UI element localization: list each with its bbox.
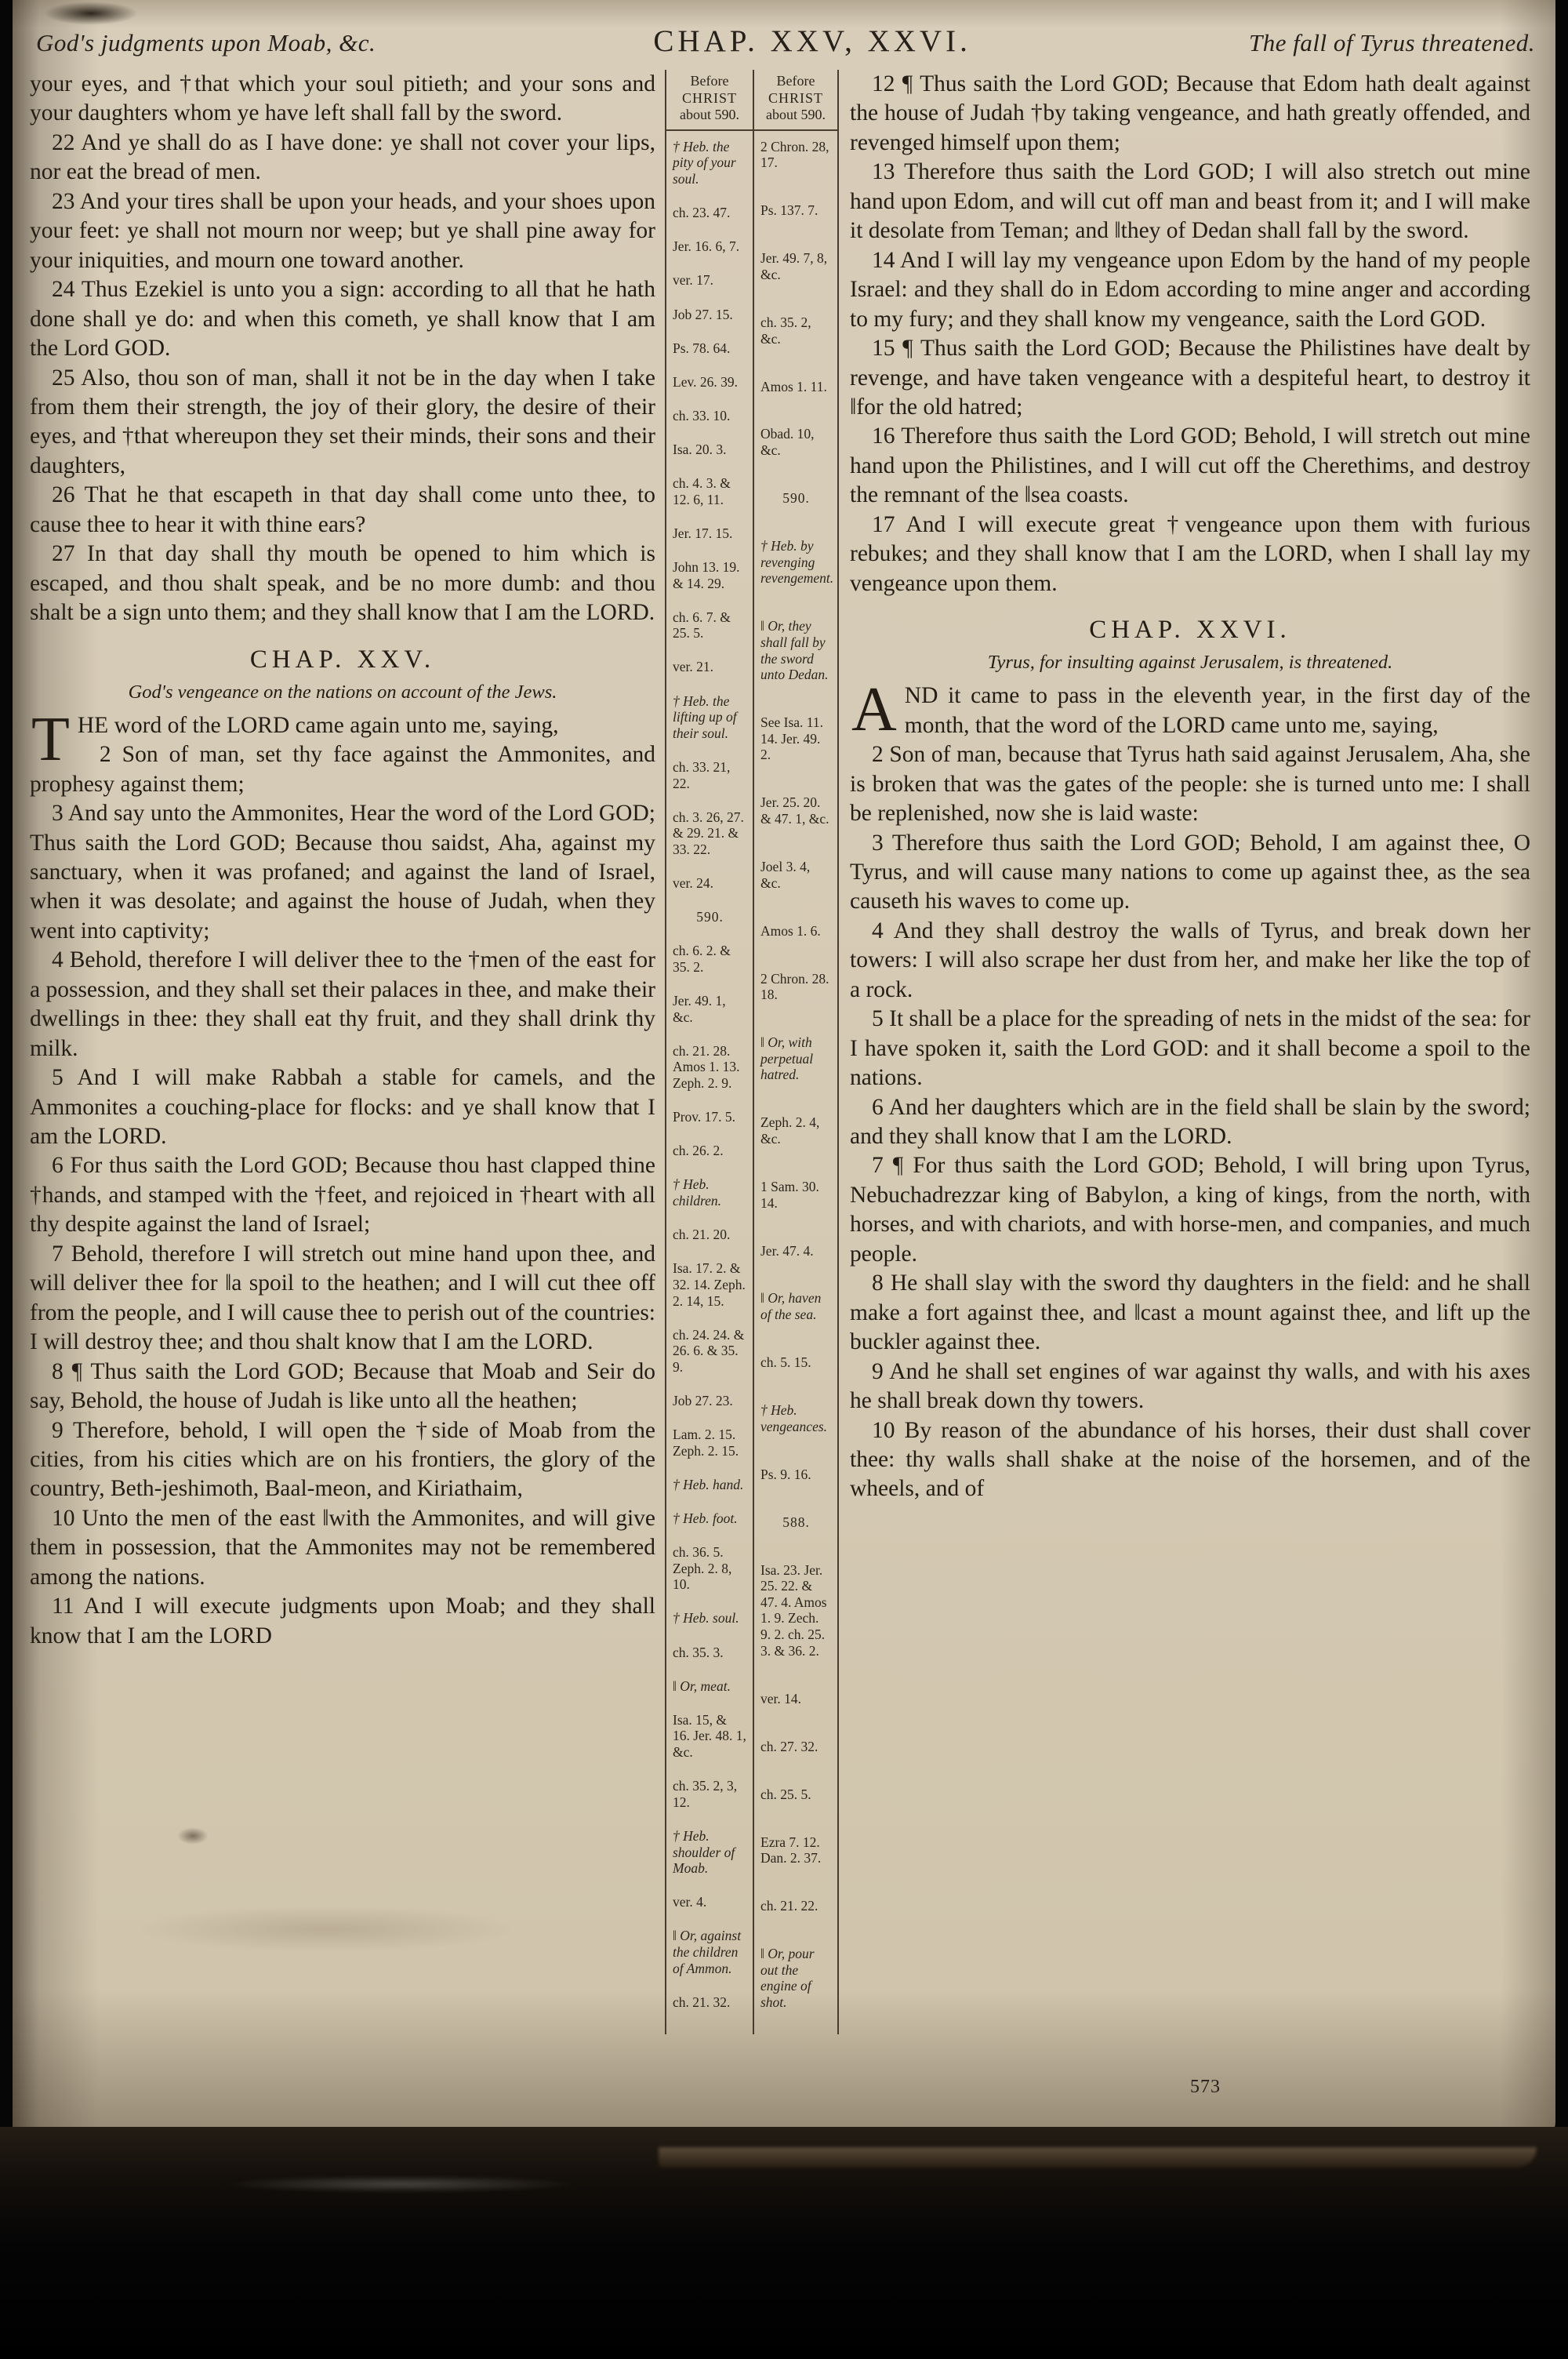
margin-reference: Isa. 17. 2. & 32. 14. Zeph. 2. 14, 15. (673, 1260, 746, 1309)
margin-reference: Ezra 7. 12. Dan. 2. 37. (760, 1834, 822, 1866)
running-head-right: The fall of Tyrus threatened. (1249, 29, 1535, 56)
verse: 5 It shall be a place for the spreading of nets in the midst of the sea: for I have spoken it, saith the Lord GOD: and it shall become a spoil to the nations. (850, 1006, 1530, 1091)
verse: 7 Behold, therefore I will stretch out mine hand upon thee, and will deliver thee for ‖a spoil to the heathen; and I will cut thee off from the people, and I will cause thee to perish out of the countries: I will destroy thee; and thou shalt know that I am the LORD. (30, 1241, 655, 1355)
margin-reference: ch. 3. 26, 27. & 29. 21. & 33. 22. (673, 809, 744, 857)
margin-reference: † Heb. hand. (673, 1476, 744, 1492)
margin-reference: 588. (782, 1514, 810, 1530)
left-text-column (28, 70, 665, 2034)
margin-reference: Jer. 16. 6, 7. (673, 238, 740, 255)
page-edge-strip (659, 2147, 1537, 2168)
margin-reference: ch. 5. 15. (760, 1354, 811, 1371)
margin-reference: ‖ Or, they shall fall by the sword unto Dedan. (760, 618, 829, 683)
before-christ-header-2 (754, 70, 837, 131)
margin-reference: ‖ Or, with perpetual hatred. (760, 1034, 814, 1083)
verse: 3 And say unto the Ammonites, Hear the word of the Lord GOD; Thus saith the Lord GOD; Because thou saidst, Aha, against my sanctuary, when it was profaned; and against the land of Israel, when it was desolate; and against the house of Judah, when they went into captivity; (30, 801, 655, 943)
margin-reference: Jer. 25. 20. & 47. 1, &c. (760, 794, 829, 827)
before-christ-line-1: Before (776, 73, 815, 89)
margin-reference: ‖ Or, meat. (673, 1677, 731, 1694)
margin-reference: Obad. 10, &c. (760, 426, 815, 459)
margin-reference: Ps. 9. 16. (760, 1466, 811, 1482)
verse: 23 And your tires shall be upon your heads, and your shoes upon your feet: ye shall not mourn nor weep; but ye shall pine away for your iniquities, and mourn one toward another. (30, 188, 655, 273)
margin-reference: Ps. 78. 64. (673, 340, 731, 356)
margin-reference: ch. 23. 47. (673, 205, 731, 221)
margin-reference: ch. 27. 32. (760, 1738, 818, 1754)
book-bottom-edge (0, 2127, 1568, 2359)
page-content (13, 68, 1555, 2034)
margin-reference: Jer. 49. 1, &c. (673, 993, 726, 1025)
margin-reference: ‖ Or, haven of the sea. (760, 1290, 822, 1323)
margin-column-2 (754, 70, 839, 2034)
verse: 4 And they shall destroy the walls of Tyrus, and break down her towers: I will also scrape her dust from her, and make her like the top of a rock. (850, 918, 1530, 1002)
right-text-column (839, 70, 1532, 2034)
margin-reference: Amos 1. 6. (760, 922, 821, 939)
margin-reference: † Heb. vengeances. (760, 1402, 828, 1434)
verse: 6 For thus saith the Lord GOD; Because thou hast clapped thine †hands, and stamped with the †feet, and rejoiced in †heart with all thy despite against the land of Israel; (30, 1153, 655, 1238)
margin-reference: ch. 33. 10. (673, 407, 731, 423)
margin-reference: ch. 33. 21, 22. (673, 758, 731, 791)
margin-reference: † Heb. by revenging revengement. (760, 538, 834, 587)
margin-reference: ch. 36. 5. Zeph. 2. 8, 10. (673, 1544, 732, 1593)
margin-reference: ‖ Or, pour out the engine of shot. (760, 1946, 815, 2010)
verse: 15 ¶ Thus saith the Lord GOD; Because the Philistines have dealt by revenge, and have taken vengeance with a despiteful heart, to destroy it ‖for the old hatred; (850, 336, 1530, 420)
margin-reference: Jer. 47. 4. (760, 1242, 814, 1259)
chapter-heading: CHAP. XXVI. (1089, 616, 1291, 645)
verse: 8 ¶ Thus saith the Lord GOD; Because that Moab and Seir do say, Behold, the house of Judah is like unto all the heathen; (30, 1358, 655, 1414)
verse: 4 Behold, therefore I will deliver thee to the †men of the east for a possession, and they shall set their palaces in thee, and make their dwellings in thee: they shall eat thy fruit, and they shall drink thy milk. (30, 947, 655, 1061)
verse: 2 Son of man, set thy face against the Ammonites, and prophesy against them; (30, 742, 655, 797)
margin-reference: Zeph. 2. 4, &c. (760, 1114, 820, 1147)
margin-reference: 2 Chron. 28, 17. (760, 138, 829, 171)
table-surface-glint (220, 2175, 580, 2193)
margin-reference: Amos 1. 11. (760, 378, 827, 394)
margin-reference: ver. 4. (673, 1894, 707, 1910)
margin-reference: ch. 4. 3. & 12. 6, 11. (673, 475, 731, 507)
chapter-heading: CHAP. XXV. (249, 645, 436, 674)
verse: 10 By reason of the abundance of his horses, their dust shall cover thee: thy walls shall shake at the noise of the horsemen, and of the wheels, and of (850, 1417, 1530, 1502)
margin-reference: John 13. 19. & 14. 29. (673, 558, 740, 591)
running-head-left: God's judgments upon Moab, &c. (36, 29, 376, 56)
drop-cap-letter: A (851, 675, 897, 745)
margin-references-2 (754, 131, 837, 2034)
bible-page (13, 0, 1555, 2139)
margin-reference: Lev. 26. 39. (673, 373, 738, 390)
verse: 14 And I will lay my vengeance upon Edom by the hand of my people Israel: and they shall do in Edom according to mine anger and according to my fury; and they shall know my vengeance, saith the Lord GOD. (850, 247, 1530, 332)
margin-reference: ch. 25. 5. (760, 1786, 811, 1802)
margin-reference: ver. 21. (673, 659, 714, 675)
before-christ-line-2: CHRIST (681, 89, 737, 106)
verse: 6 And her daughters which are in the field shall be slain by the sword; and they shall know that I am the LORD. (850, 1094, 1530, 1150)
margin-reference: ch. 21. 22. (760, 1898, 818, 1914)
margin-reference: Jer. 17. 15. (673, 525, 733, 541)
verse: 24 Thus Ezekiel is unto you a sign: according to all that he hath done shall ye do: and when this cometh, ye shall know that I am the Lord GOD. (30, 277, 655, 362)
page-number: 573 (1190, 2077, 1221, 2097)
verse: 25 Also, thou son of man, shall it not be in the day when I take from them their strength, the joy of their glory, the desire of their eyes, and †that whereupon they set their minds, their sons and their daughters, (30, 365, 655, 478)
margin-references-1 (666, 131, 753, 2034)
margin-reference: ch. 35. 3. (673, 1644, 724, 1660)
margin-reference: Isa. 23. Jer. 25. 22. & 47. 4. Amos 1. 9. Zech. 9. 2. ch. 25. 3. & 36. 2. (760, 1561, 827, 1659)
margin-reference: ch. 21. 32. (673, 1994, 731, 2010)
margin-reference: † Heb. foot. (673, 1510, 738, 1526)
verse: 12 ¶ Thus saith the Lord GOD; Because that Edom hath dealt against the house of Judah †by taking vengeance, and hath greatly offended, and revenged himself upon them; (850, 71, 1530, 155)
margin-reference: 2 Chron. 28. 18. (760, 970, 829, 1003)
before-christ-header-1 (666, 70, 753, 131)
margin-reference: ‖ Or, against the children of Ammon. (673, 1928, 742, 1976)
chapter-subtitle: God's vengeance on the nations on account of the Jews. (128, 681, 557, 703)
margin-reference: † Heb. shoulder of Moab. (673, 1827, 735, 1877)
margin-reference: Job 27. 15. (673, 306, 733, 322)
paragraph-continuation: your eyes, and †that which your soul pitieth; and your sons and your daughters whom ye have left shall fall by the sword. (30, 71, 655, 126)
verse: 5 And I will make Rabbah a stable for camels, and the Ammonites a couching-place for flocks: and ye shall know that I am the LORD. (30, 1065, 655, 1150)
margin-column-1 (665, 70, 754, 2034)
margin-reference: Job 27. 23. (673, 1393, 733, 1409)
margin-reference: ver. 24. (673, 875, 714, 892)
verse: 10 Unto the men of the east ‖with the Ammonites, and will give them in possession, that the Ammonites may not be remembered among the nations. (30, 1505, 655, 1590)
margin-reference: ch. 24. 24. & 26. 6. & 35. 9. (673, 1326, 745, 1375)
margin-reference: † Heb. the lifting up of their soul. (673, 692, 737, 741)
margin-reference: ch. 21. 20. (673, 1227, 731, 1243)
margin-reference: 1 Sam. 30. 14. (760, 1178, 819, 1211)
verse: 3 Therefore thus saith the Lord GOD; Behold, I am against thee, O Tyrus, and will cause many nations to come up against thee, as the sea causeth his waves to come up. (850, 830, 1530, 914)
before-christ-line-3: about 590. (766, 107, 826, 123)
margin-reference: 590. (782, 490, 810, 507)
verse: 13 Therefore thus saith the Lord GOD; I will also stretch out mine hand upon Edom, and will cut off man and beast from it; and I will make it desolate from Teman; and ‖they of Dedan shall fall by the sword. (850, 159, 1530, 244)
running-head-chapter: CHAP. XXV, XXVI. (653, 24, 971, 58)
verse: 11 And I will execute judgments upon Moab; and they shall know that I am the LORD (30, 1594, 655, 1648)
margin-reference: ch. 35. 2, &c. (760, 314, 811, 347)
verse: 22 And ye shall do as I have done: ye shall not cover your lips, nor eat the bread of men. (30, 129, 655, 185)
drop-cap-letter: T (31, 704, 70, 774)
margin-reference: ch. 26. 2. (673, 1143, 724, 1159)
margin-reference: 590. (696, 909, 724, 925)
margin-reference: Isa. 15, & 16. Jer. 48. 1, &c. (673, 1711, 746, 1761)
verse: 27 In that day shall thy mouth be opened to him which is escaped, and thou shalt speak, and be no more dumb: and thou shalt be a sign unto them; and they shall know that I am the LORD. (30, 541, 655, 626)
running-header (13, 0, 1555, 68)
margin-reference: Ps. 137. 7. (760, 202, 818, 219)
verse: 2 Son of man, because that Tyrus hath said against Jerusalem, Aha, she is broken that was the gates of the people: she is turned unto me: I shall be replenished, now she is laid waste: (850, 742, 1530, 827)
margin-reference: † Heb. soul. (673, 1610, 739, 1627)
margin-reference: ch. 35. 2, 3, 12. (673, 1778, 738, 1810)
margin-reference: Jer. 49. 7, 8, &c. (760, 250, 828, 282)
chapter-subtitle: Tyrus, for insulting against Jerusalem, is threatened. (987, 652, 1393, 674)
verse: 9 And he shall set engines of war against thy walls, and with his axes he shall break down thy towers. (850, 1358, 1530, 1414)
before-christ-line-1: Before (690, 73, 729, 89)
verse: 7 ¶ For thus saith the Lord GOD; Behold, I will bring upon Tyrus, Nebuchadrezzar king of Babylon, a king of kings, from the north, with horses, and with chariots, and with horse-men, and companies, and much people. (850, 1153, 1530, 1267)
before-christ-line-3: about 590. (680, 107, 739, 123)
margin-reference: Prov. 17. 5. (673, 1109, 736, 1125)
margin-reference: Lam. 2. 15. Zeph. 2. 15. (673, 1427, 739, 1459)
verse: 9 Therefore, behold, I will open the †side of Moab from the cities, from his cities which are on his frontiers, the glory of the country, Beth-jeshimoth, Baal-meon, and Kiriathaim, (30, 1417, 655, 1502)
verse: AND it came to pass in the eleventh year, in the first day of the month, that the word of the LORD came unto me, saying, (851, 675, 1530, 745)
margin-reference: ver. 17. (673, 272, 714, 289)
margin-reference: † Heb. the pity of your soul. (673, 138, 736, 187)
before-christ-line-2: CHRIST (768, 89, 823, 106)
verse: 8 He shall slay with the sword thy daughters in the field: and he shall make a fort against thee, and ‖cast a mount against thee, and lift up the buckler against thee. (850, 1270, 1530, 1355)
margin-reference: † Heb. children. (673, 1176, 722, 1209)
verse: 16 Therefore thus saith the Lord GOD; Behold, I will stretch out mine hand upon the Philistines, and I will cut off the Cherethims, and destroy the remnant of the ‖sea coasts. (850, 423, 1530, 508)
margin-reference: ch. 21. 28. Amos 1. 13. Zeph. 2. 9. (673, 1042, 740, 1092)
margin-reference: See Isa. 11. 14. Jer. 49. 2. (760, 714, 824, 763)
verse: 26 That he that escapeth in that day shall come unto thee, to cause thee to hear it with thine ears? (30, 482, 655, 537)
margin-reference: ch. 6. 2. & 35. 2. (673, 943, 731, 975)
verse: 17 And I will execute great †vengeance upon them with furious rebukes; and they shall know that I am the LORD, when I shall lay my vengeance upon them. (850, 511, 1530, 596)
margin-reference: ver. 14. (760, 1690, 802, 1707)
margin-reference: Joel 3. 4, &c. (760, 858, 811, 891)
margin-reference: ch. 6. 7. & 25. 5. (673, 609, 731, 642)
verse: THE word of the LORD came again unto me, saying, (31, 704, 559, 774)
margin-reference: Isa. 20. 3. (673, 441, 727, 457)
